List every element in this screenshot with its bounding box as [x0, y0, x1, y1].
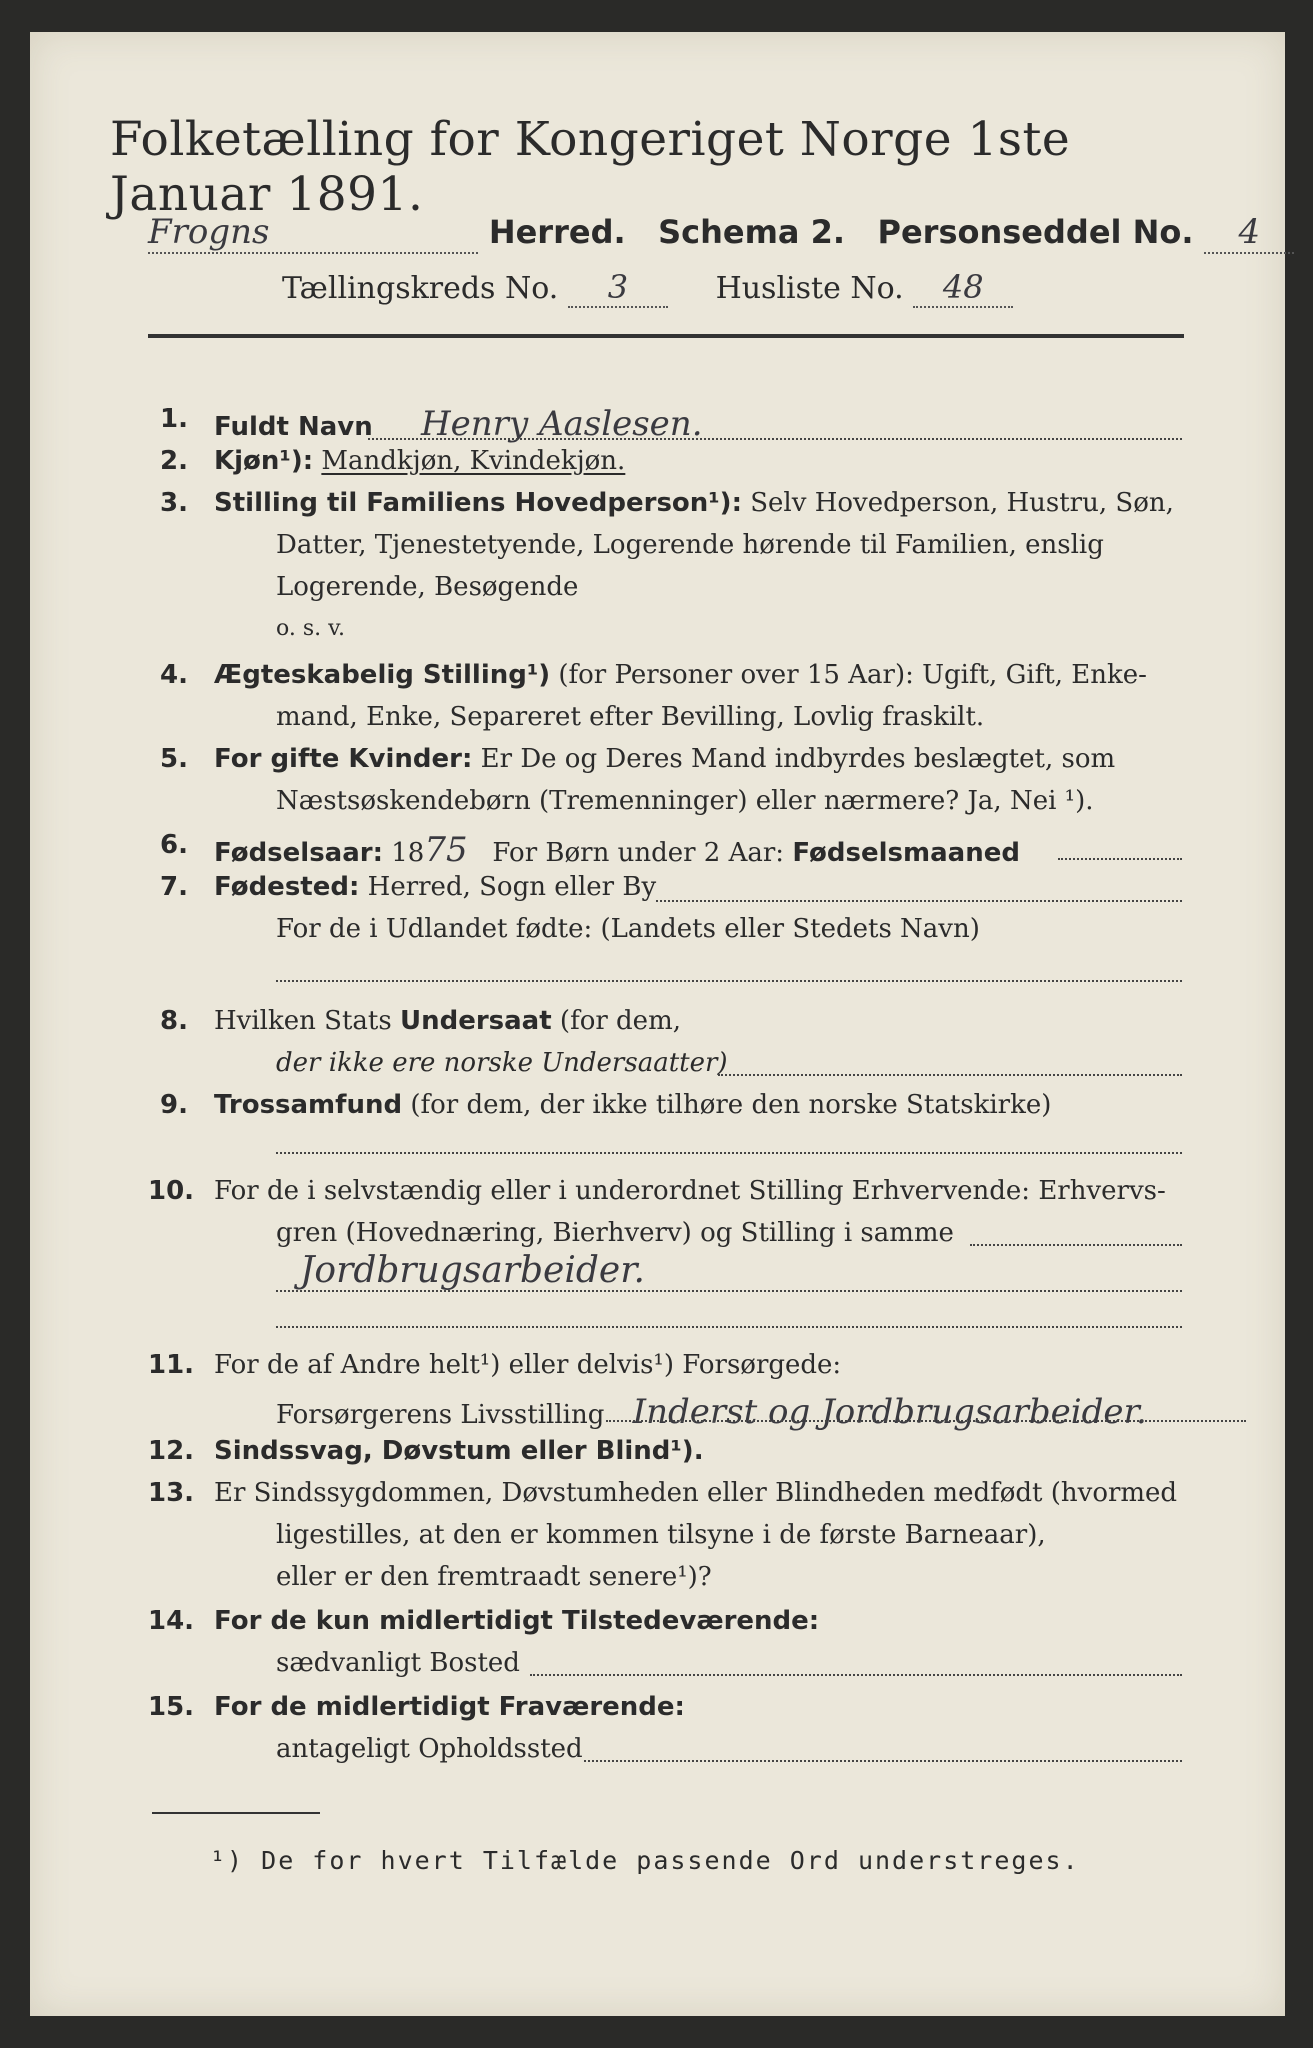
q3-text-4: o. s. v.: [276, 616, 345, 641]
q7-line-2: [276, 980, 1182, 982]
q7-number: 7.: [160, 872, 188, 902]
q10-text-2: gren (Hovednæring, Bierhverv) og Stilling i samme: [276, 1218, 954, 1248]
q3-text-1: Selv Hovedperson, Hustru, Søn,: [750, 488, 1174, 518]
q5-label: For gifte Kvinder:: [214, 744, 473, 774]
q7-text-1: Herred, Sogn eller By: [367, 872, 657, 902]
q6-label: Fødselsaar:: [214, 838, 383, 868]
q5-row-1: [214, 744, 1115, 774]
q8-text-3: der ikke ere norske Undersaatter): [276, 1048, 728, 1078]
q9-text: (for dem, der ikke tilhøre den norske Statskirke): [410, 1090, 1052, 1120]
q7-line-1: [656, 900, 1182, 902]
q4-text-2: mand, Enke, Separeret efter Bevilling, Lovlig fraskilt.: [276, 702, 985, 732]
q6-prefix: 18: [391, 838, 425, 868]
q5-text-2: Næstsøskendebørn (Tremenninger) eller nærmere? Ja, Nei ¹).: [276, 786, 1094, 816]
q4-row-1: [214, 660, 1147, 690]
q6-value: 75: [424, 830, 468, 870]
q12-text: Sindssvag, Døvstum eller Blind¹).: [214, 1436, 704, 1466]
q7-label: Fødested:: [214, 872, 360, 902]
q10-number: 10.: [148, 1176, 195, 1206]
q3-text-3: Logerende, Besøgende: [276, 572, 579, 602]
q1-label: Fuldt Navn: [214, 412, 373, 442]
q6-text: For Børn under 2 Aar:: [492, 838, 785, 868]
q14-text-1: For de kun midlertidigt Tilstedeværende:: [214, 1606, 820, 1636]
q5-text-1: Er De og Deres Mand indbyrdes beslægtet, som: [480, 744, 1116, 774]
q9-number: 9.: [160, 1090, 188, 1120]
footnote-divider: [152, 1812, 320, 1814]
husliste-label: Husliste No.: [715, 271, 904, 306]
q3-number: 3.: [160, 488, 188, 518]
q11-row-2: [276, 1392, 1147, 1432]
q1-value: Henry Aaslesen.: [421, 404, 703, 444]
q8-text-2: (for dem,: [559, 1006, 681, 1036]
q6-label-2: Fødselsmaaned: [792, 838, 1020, 868]
kreds-value: 3: [568, 268, 668, 308]
q2-number: 2.: [160, 446, 188, 476]
q14-text-2: sædvanligt Bosted: [276, 1648, 520, 1678]
header-divider: [148, 334, 1184, 338]
q6-number: 6.: [160, 830, 188, 860]
q15-text-2: antageligt Opholdssted: [276, 1734, 583, 1764]
herred-label: Herred.: [488, 213, 626, 251]
q10-text-1: For de i selvstændig eller i underordnet Stilling Erhvervende: Erhvervs-: [214, 1176, 1166, 1206]
q2-text: Mandkjøn, Kvindekjøn.: [321, 446, 626, 476]
q15-number: 15.: [148, 1692, 195, 1722]
q14-line: [530, 1674, 1182, 1676]
q4-text-1: (for Personer over 15 Aar): Ugift, Gift, Enke-: [558, 660, 1147, 690]
q15-line: [584, 1760, 1182, 1762]
form-title: Folketælling for Kongeriget Norge 1ste Januar 1891.: [110, 112, 1071, 222]
personseddel-label: Personseddel No.: [877, 213, 1194, 251]
personseddel-value: 4: [1204, 212, 1294, 254]
q6-line: [1058, 858, 1182, 860]
q11-line: [606, 1420, 1246, 1422]
q3-row-1: [214, 488, 1174, 518]
kreds-label: Tællingskreds No.: [282, 271, 559, 306]
q6-row: [214, 830, 1020, 870]
q7-row-1: [214, 872, 656, 902]
q7-text-2: For de i Udlandet fødte: (Landets eller Stedets Navn): [276, 914, 980, 944]
q14-number: 14.: [148, 1606, 195, 1636]
q13-text-3: eller er den fremtraadt senere¹)?: [276, 1562, 712, 1592]
q13-text-1: Er Sindssygdommen, Døvstumheden eller Blindheden medfødt (hvormed: [214, 1478, 1178, 1508]
q2-row: [214, 446, 625, 476]
header-line-kreds: [282, 268, 1013, 308]
q12-number: 12.: [148, 1436, 195, 1466]
husliste-value: 48: [913, 268, 1013, 308]
q11-text-2: Forsørgerens Livsstilling: [276, 1400, 605, 1430]
q3-label: Stilling til Familiens Hovedperson¹):: [214, 488, 742, 518]
header-line-herred: [148, 212, 1294, 254]
q11-text-1: For de af Andre helt¹) eller delvis¹) Forsørgede:: [214, 1350, 842, 1380]
q13-number: 13.: [148, 1478, 195, 1508]
q9-line: [276, 1152, 1182, 1154]
q4-label: Ægteskabelig Stilling¹): [214, 660, 551, 690]
q11-number: 11.: [148, 1350, 195, 1380]
q10-value: Jordbrugsarbeider.: [300, 1250, 645, 1291]
q8-row-1: [214, 1006, 681, 1036]
q2-label: Kjøn¹):: [214, 446, 314, 476]
q8-line: [718, 1074, 1182, 1076]
q5-number: 5.: [160, 744, 188, 774]
schema-label: Schema 2.: [658, 213, 846, 251]
q1-line: [368, 438, 1182, 440]
q9-row: [214, 1090, 1051, 1120]
q11-value: Inderst og Jordbrugsarbeider.: [632, 1392, 1147, 1432]
q10-line-1: [970, 1244, 1182, 1246]
q13-text-2: ligestilles, at den er kommen tilsyne i de første Barneaar),: [276, 1520, 1046, 1550]
q9-label: Trossamfund: [214, 1090, 403, 1120]
q8-text-1: Hvilken Stats: [214, 1006, 392, 1036]
q3-text-2: Datter, Tjenestetyende, Logerende hørende til Familien, enslig: [276, 530, 1104, 560]
q1-number: 1.: [160, 404, 188, 434]
herred-value: Frogns: [148, 212, 478, 254]
q8-number: 8.: [160, 1006, 188, 1036]
q8-label: Undersaat: [399, 1006, 552, 1036]
q10-line-3: [276, 1326, 1182, 1328]
q4-number: 4.: [160, 660, 188, 690]
footnote: ¹) De for hvert Tilfælde passende Ord understreges.: [210, 1846, 1080, 1875]
q10-line-2: [276, 1290, 1182, 1292]
q15-text-1: For de midlertidigt Fraværende:: [214, 1692, 685, 1722]
